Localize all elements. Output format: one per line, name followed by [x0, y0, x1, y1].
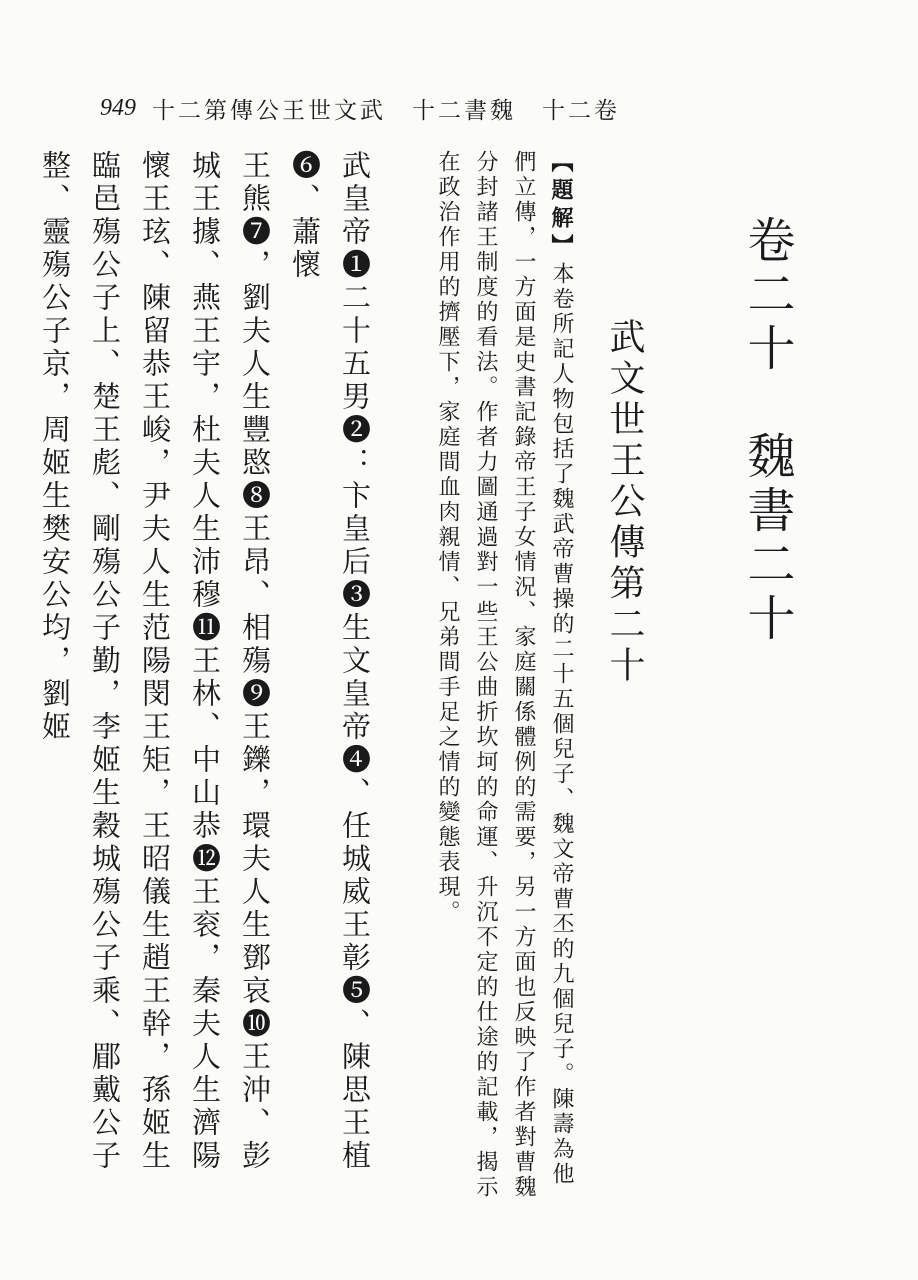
main-text-body: 王熊❼，劉夫人生豐愍❽王昂、相殤❾王鑠，環夫人生鄧哀❿王沖、彭城王據、燕王宇，杜夫人生沛穆⓫王林、中山恭⓬王衮，秦夫人生濟陽懷王玹、陳留恭王峻，尹夫人生范陽閔王矩，王昭儀生趙王幹，孫姬生臨邑殤公子上、楚王彪、剛殤公子勤，李姬生穀城殤公子乘、郿戴公子整、靈殤公子京，周姬生樊安公均，劉姬 — [38, 150, 272, 1173]
running-header — [100, 88, 620, 128]
main-text — [38, 150, 380, 1200]
running-title: 十二第傳公王世文武 十二書魏 十二卷 — [152, 97, 620, 124]
page-number: 949 — [100, 94, 136, 121]
intro-text: 本卷所記人物包括了魏武帝曹操的二十五個兒子、魏文帝曹丕的九個兒子。陳壽為他們立傳，一方面是史書記錄帝王子女情況、家庭關係體例的需要，另一方面也反映了作者對曹魏分封諸王制度的看法。作者力圖通過對一些王公曲折坎坷的命運、升沉不定的仕途的記載，揭示在政治作用的擠壓下，家庭間血肉親情、兄弟間手足之情的變態表現。 — [435, 150, 574, 1200]
chapter-title: 武文世王公傳第二十 — [604, 318, 645, 687]
intro-label: 【題解】 — [548, 150, 574, 262]
intro-section — [425, 150, 580, 1200]
volume-title: 卷二十 魏書二十 — [739, 215, 795, 647]
main-text-first-line: 武皇帝❶二十五男❷：卞皇后❸生文皇帝❹、任城威王彰❺、陳思王植❻、蕭懷 — [288, 150, 372, 1173]
